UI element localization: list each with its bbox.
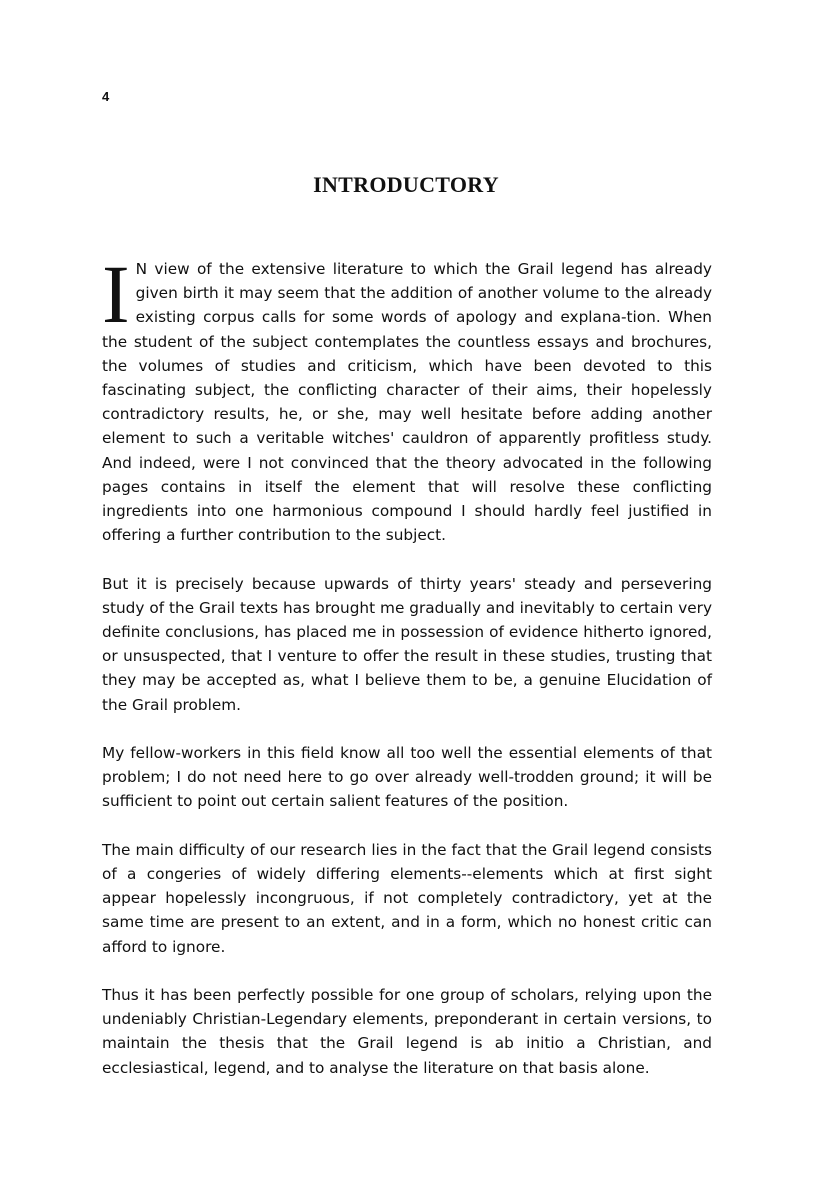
- paragraph-4: The main difficulty of our research lies in the fact that the Grail legend consists of a congeries of widely differing elements--elements which at first sight appear hopelessly incongruous, if not completely contradictory, yet at the same time are present to an extent, and in a form, which no honest critic can afford to ignore.: [102, 840, 712, 956]
- paragraph-5: Thus it has been perfectly possible for one group of scholars, relying upon the undeniably Christian-Legendary elements, preponderant in certain versions, to maintain the thesis that the Grail legend is ab initio a Christian, and ecclesiastical, legend, and to analyse the literature on that basis alone.: [102, 986, 712, 1077]
- body-text: [102, 248, 712, 1104]
- paragraph-2: But it is precisely because upwards of thirty years' steady and persevering study of the Grail texts has brought me gradually and inevitably to certain very definite conclusions, has placed me in possession of evidence hitherto ignored, or unsuspected, that I venture to offer the result in these studies, trusting that they may be accepted as, what I believe them to be, a genuine Elucidation of the Grail problem.: [102, 574, 712, 714]
- page-number: 4: [102, 89, 110, 104]
- paragraph-1: [102, 248, 712, 547]
- paragraph-1-text: N view of the extensive literature to which the Grail legend has already given birth it may seem that the addition of another volume to the already existing corpus calls for some words of apology and explana-tion. When the student of the subject contemplates the countless essays and brochures, the volumes of studies and criticism, which have been devoted to this fascinating subject, the conflicting character of their aims, their hopelessly contradictory results, he, or she, may well hesitate before adding another element to such a veritable witches' cauldron of apparently profitless study. And indeed, were I not convinced that the theory advocated in the following pages contains in itself the element that will resolve these conflicting ingredients into one harmonious compound I should hardly feel justified in offering a further contribution to the subject.: [102, 260, 712, 545]
- paragraph-3: My fellow-workers in this field know all too well the essential elements of that problem; I do not need here to go over already well-trodden ground; it will be sufficient to point out certain salient features of the position.: [102, 744, 712, 811]
- drop-cap: I: [102, 248, 130, 340]
- chapter-title: INTRODUCTORY: [313, 172, 499, 197]
